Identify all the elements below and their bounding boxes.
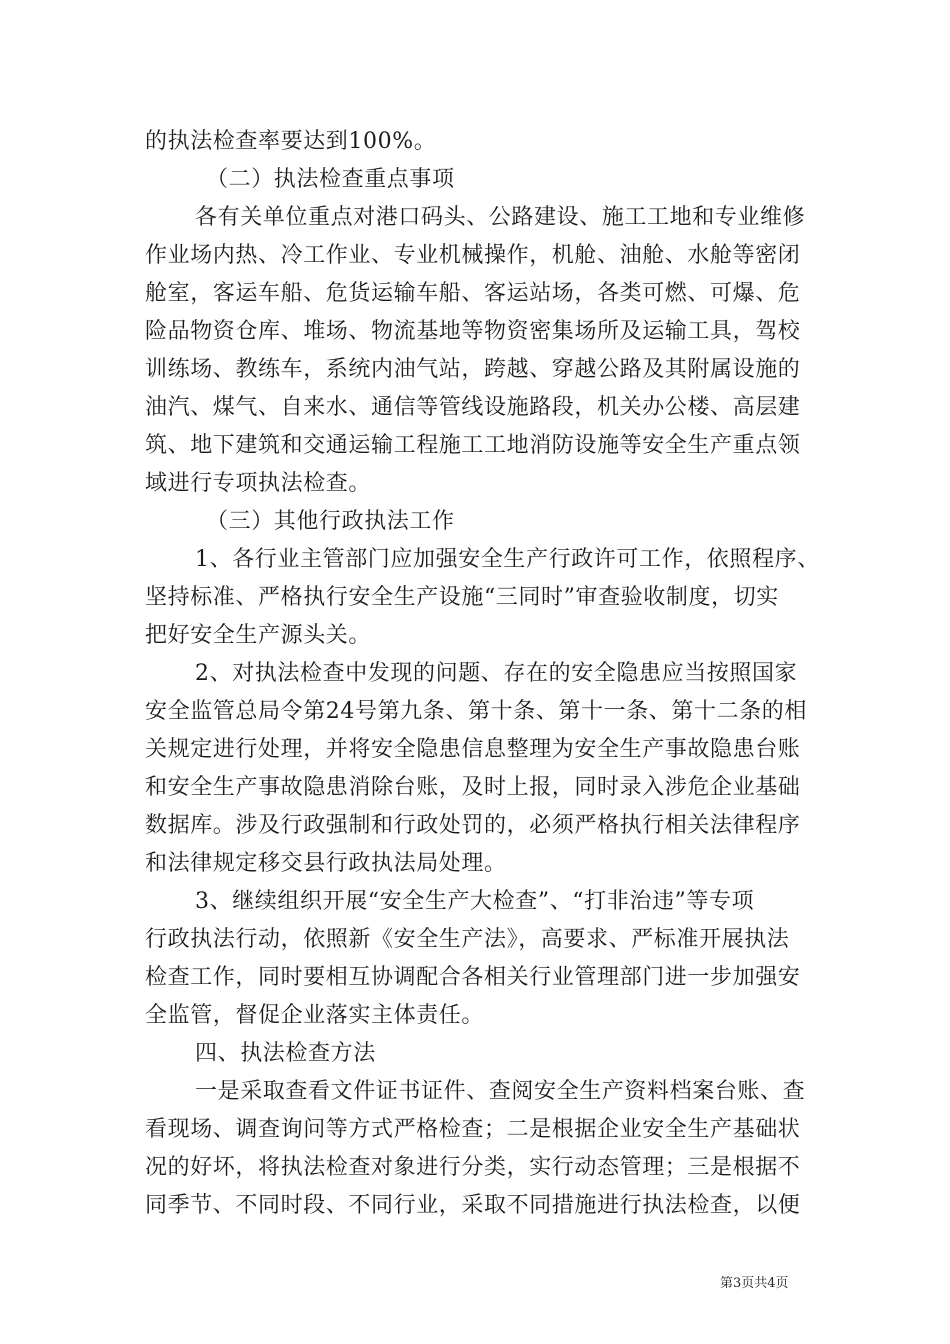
text-line: 作业场内热、冷工作业、专业机械操作，机舱、油舱、水舱等密闭: [145, 243, 801, 268]
text-line: 筑、地下建筑和交通运输工程施工工地消防设施等安全生产重点领: [145, 433, 801, 458]
text-line: 行政执法行动，依照新《安全生产法》，高要求、严标准开展执法: [145, 927, 790, 952]
section-heading: （二）执法检查重点事项: [206, 167, 455, 192]
text-line: 检查工作，同时要相互协调配合各相关行业管理部门进一步加强安: [145, 965, 801, 990]
section-heading: （三）其他行政执法工作: [206, 509, 455, 534]
text-line: 看现场、调查询问等方式严格检查；二是根据企业安全生产基础状: [145, 1117, 801, 1142]
text-line: 安全监管总局令第24号第九条、第十条、第十一条、第十二条的相: [145, 699, 807, 724]
text-line: 同季节、不同时段、不同行业，采取不同措施进行执法检查，以便: [145, 1193, 801, 1218]
text-line: 和安全生产事故隐患消除台账，及时上报，同时录入涉危企业基础: [145, 775, 801, 800]
text-line: 和法律规定移交县行政执法局处理。: [145, 851, 507, 876]
text-line: 3、继续组织开展“安全生产大检查”、“打非治违”等专项: [195, 889, 755, 914]
text-line: 的执法检查率要达到100%。: [145, 129, 437, 154]
text-line: 域进行专项执法检查。: [145, 471, 372, 496]
text-line: 关规定进行处理，并将安全隐患信息整理为安全生产事故隐患台账: [145, 737, 801, 762]
text-line: 1、各行业主管部门应加强安全生产行政许可工作，依照程序、: [195, 547, 820, 572]
text-line: 一是采取查看文件证书证件、查阅安全生产资料档案台账、查: [195, 1079, 806, 1104]
page-number: 第3页共4页: [720, 1276, 789, 1291]
text-line: 舱室，客运车船、危货运输车船、客运站场，各类可燃、可爆、危: [145, 281, 801, 306]
text-line: 油汽、煤气、自来水、通信等管线设施路段，机关办公楼、高层建: [145, 395, 801, 420]
text-line: 险品物资仓库、堆场、物流基地等物资密集场所及运输工具，驾校: [145, 319, 801, 344]
text-line: 把好安全生产源头关。: [145, 623, 372, 648]
text-line: 坚持标准、严格执行安全生产设施“三同时”审查验收制度，切实: [145, 585, 779, 610]
section-heading: 四、执法检查方法: [195, 1041, 376, 1066]
text-line: 况的好坏，将执法检查对象进行分类，实行动态管理；三是根据不: [145, 1155, 801, 1180]
text-line: 2、对执法检查中发现的问题、存在的安全隐患应当按照国家: [195, 661, 798, 686]
text-line: 数据库。涉及行政强制和行政处罚的，必须严格执行相关法律程序: [145, 813, 801, 838]
text-line: 训练场、教练车，系统内油气站，跨越、穿越公路及其附属设施的: [145, 357, 801, 382]
text-line: 各有关单位重点对港口码头、公路建设、施工工地和专业维修: [195, 205, 806, 230]
text-line: 全监管，督促企业落实主体责任。: [145, 1003, 485, 1028]
